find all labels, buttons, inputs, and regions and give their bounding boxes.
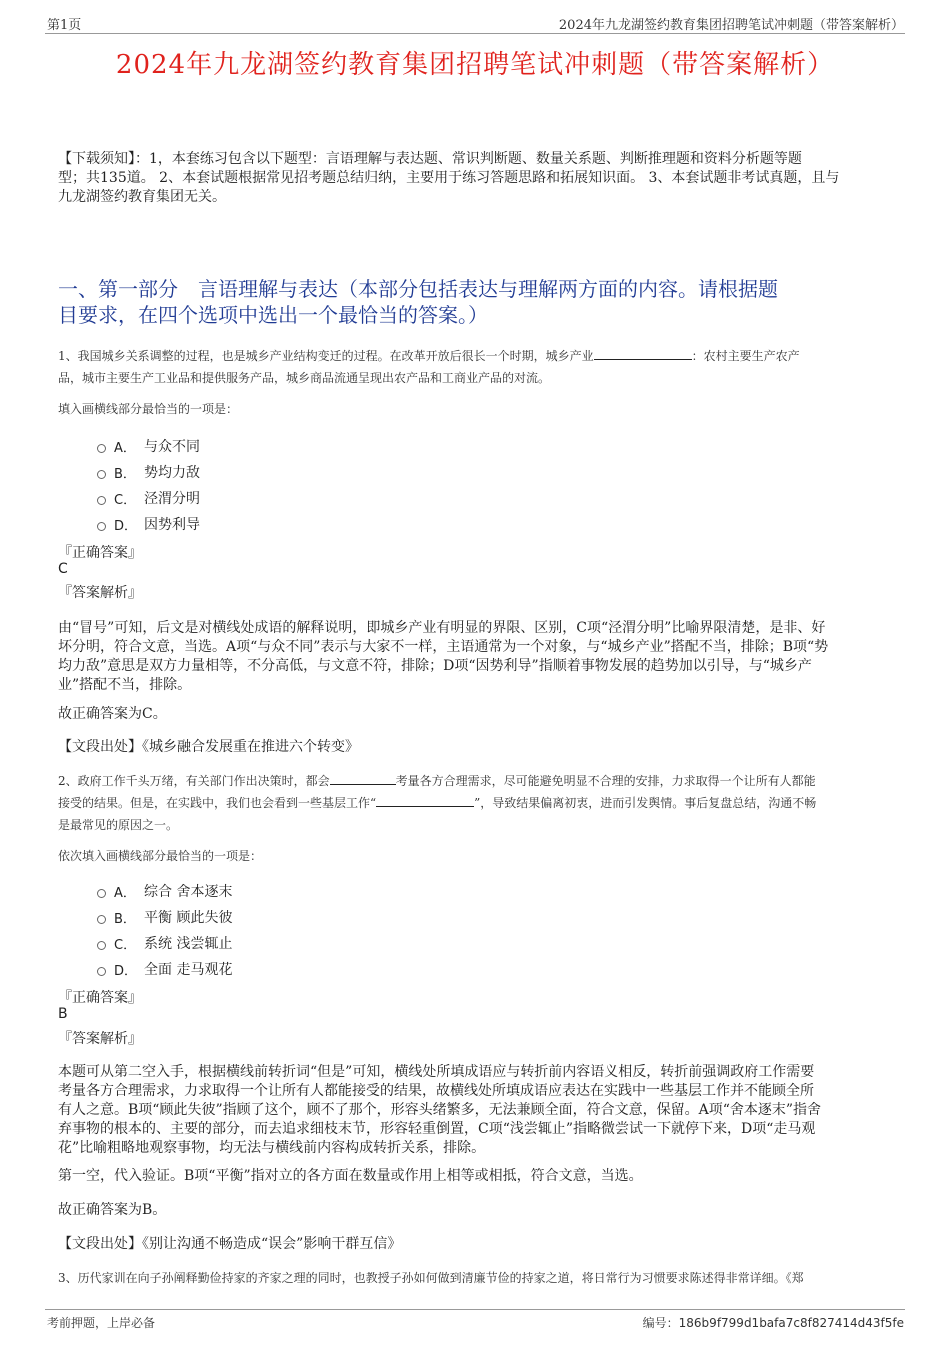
question-2-analysis: 本题可从第二空入手，根据横线前转折词“但是”可知，横线处所填成语应与转折前内容语义相反，转折前强调政府工作需要 考量各方合理需求，力求取得一个让所有人都能接受的结果，故横线处所填成语应表达在实践中一些基层工作并不能顾全所 有人之意。B项“顾此失彼”指顾了这个，顾不了那个，形容头绪繁多，无法兼顾全面，符合文意，保留。A项“舍本逐末”指舍 弃事物的根本的、主要的部分，而去追求细枝末节，形容轻重倒置，C项“浅尝辄止”指略微尝试一下就停下来，D项“走马观 花”比喻粗略地观察事物，均无法与横线前内容构成转折关系，排除。: [58, 1064, 822, 1156]
answer-blank: [594, 347, 692, 360]
radio-icon[interactable]: [97, 470, 106, 479]
notice-line: 【下载须知】：1，本套练习包含以下题型：言语理解与表达题、常识判断题、数量关系题、判断推理题和资料分析题等题: [58, 151, 802, 167]
radio-icon[interactable]: [97, 915, 106, 924]
running-title: 2024年九龙湖签约教育集团招聘笔试冲刺题（带答案解析）: [558, 18, 904, 33]
question-1-stem: 1、我国城乡关系调整的过程，也是城乡产业结构变迁的过程。在改革开放后很长一个时期，城乡产业 ：农村主要生产农产 品，城市主要生产工业品和提供服务产品，城乡商品流通呈现出农产品和工商业产品的对流。: [58, 349, 800, 385]
download-notice: [58, 150, 839, 207]
analysis-label: 『答案解析』: [58, 585, 142, 601]
analysis-label: 『答案解析』: [58, 1031, 142, 1047]
radio-icon[interactable]: [97, 941, 106, 950]
radio-icon[interactable]: [97, 496, 106, 505]
notice-line: 九龙湖签约教育集团无关。: [58, 189, 226, 205]
question-2-stem: 2、政府工作千头万绪，有关部门作出决策时，都会 考量各方合理需求，尽可能避免明显不合理的安排，力求取得一个让所有人都能 接受的结果。但是，在实践中，我们也会看到一些基层工作“ ”，导致结果偏离初衷，进而引发舆情。事后复盘总结，沟通不畅 是最常见的原因之一。: [58, 774, 817, 832]
section-heading-line: 一、第一部分 言语理解与表达（本部分包括表达与理解两方面的内容。请根据题: [58, 277, 778, 301]
radio-icon[interactable]: [97, 522, 106, 531]
option-c[interactable]: C． 泾渭分明: [97, 488, 200, 508]
footer-slogan: 考前押题，上岸必备: [47, 1316, 156, 1330]
option-a[interactable]: A． 与众不同: [97, 436, 200, 456]
page-footer: [0, 1305, 950, 1345]
radio-icon[interactable]: [97, 889, 106, 898]
question-3-stem: 3、历代家训在向子孙阐释勤俭持家的齐家之理的同时，也教授子孙如何做到清廉节俭的持家之道，将日常行为习惯要求陈述得非常详细。《郑: [58, 1271, 804, 1285]
radio-icon[interactable]: [97, 444, 106, 453]
question-1-analysis: 由“冒号”可知，后文是对横线处成语的解释说明，即城乡产业有明显的界限、区别，C项“泾渭分明”比喻界限清楚，是非、好 坏分明，符合文意，当选。A项“与众不同”表示与大家不一样，主语通常为一个对象，与“城乡产业”搭配不当，排除；B项“势 均力敌”意思是双方力量相等，不分高低，与文意不符，排除；D项“因势利导”指顺着事物发展的趋势加以引导，与“城乡产 业”搭配不当，排除。: [58, 620, 829, 693]
question-2-prompt: 依次填入画横线部分最恰当的一项是：: [58, 849, 263, 863]
correct-answer-label: 『正确答案』: [58, 990, 142, 1006]
page-header: [0, 0, 950, 36]
notice-line: 型；共135道。 2、本套试题根据常见招考题总结归纳，主要用于练习答题思路和拓展知识面。 3、本套试题非考试真题，且与: [58, 170, 840, 186]
question-1-conclusion: 故正确答案为C。: [58, 706, 167, 722]
page-number: 第1页: [47, 18, 82, 33]
option-d[interactable]: D． 因势利导: [97, 514, 200, 534]
section-heading-line: 目要求，在四个选项中选出一个最恰当的答案。）: [58, 303, 488, 327]
answer-blank: [376, 794, 474, 807]
document-code: 编号：186b9f799d1bafa7c8f827414d43f5fe: [642, 1316, 904, 1330]
question-1-source: 【文段出处】《城乡融合发展重在推进六个转变》: [58, 739, 359, 755]
question-1-prompt: 填入画横线部分最恰当的一项是：: [58, 402, 239, 416]
header-divider: [45, 33, 905, 34]
radio-icon[interactable]: [97, 967, 106, 976]
option-a[interactable]: A． 综合 舍本逐末: [97, 881, 232, 901]
correct-answer: C: [58, 561, 68, 577]
section-heading: [58, 276, 778, 328]
footer-divider: [45, 1309, 905, 1310]
document-title: 2024年九龙湖签约教育集团招聘笔试冲刺题（带答案解析）: [115, 50, 835, 80]
question-2-source: 【文段出处】《别让沟通不畅造成“误会”影响干群互信》: [58, 1236, 402, 1252]
option-b[interactable]: B． 势均力敌: [97, 462, 200, 482]
answer-blank: [330, 772, 396, 785]
option-b[interactable]: B． 平衡 顾此失彼: [97, 907, 232, 927]
question-2-verification: 第一空，代入验证。B项“平衡”指对立的各方面在数量或作用上相等或相抵，符合文意，当选。: [58, 1168, 643, 1184]
option-c[interactable]: C． 系统 浅尝辄止: [97, 933, 232, 953]
question-2-conclusion: 故正确答案为B。: [58, 1202, 167, 1218]
correct-answer: B: [58, 1006, 68, 1022]
correct-answer-label: 『正确答案』: [58, 545, 142, 561]
option-d[interactable]: D． 全面 走马观花: [97, 959, 232, 979]
